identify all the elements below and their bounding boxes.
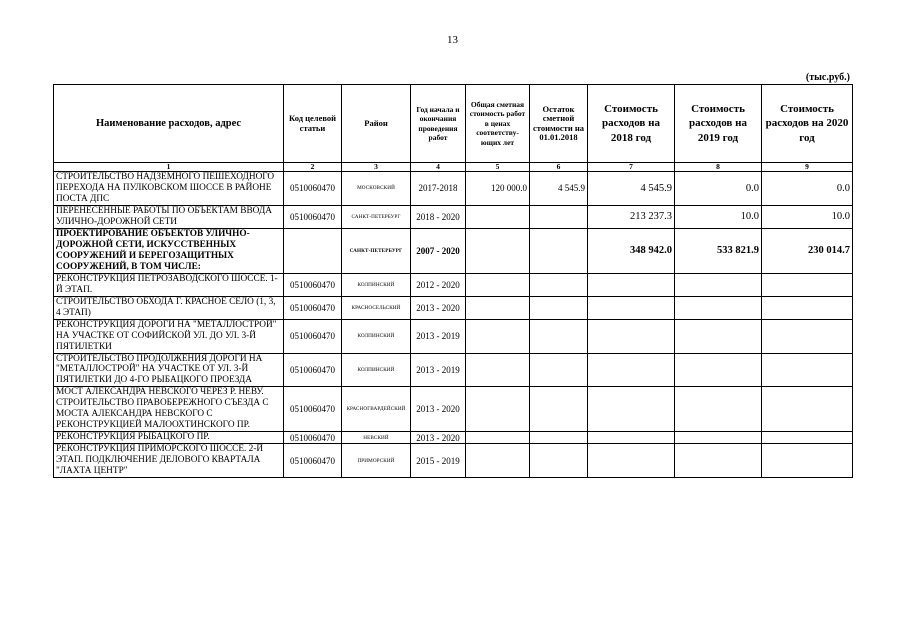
row-total-cost	[466, 228, 530, 273]
column-number: 3	[342, 163, 411, 172]
row-remainder: 4 545.9	[530, 172, 588, 206]
row-code: 0510060470	[284, 432, 342, 444]
table-row	[54, 273, 853, 296]
column-number: 8	[675, 163, 762, 172]
row-cost-2018	[588, 387, 675, 432]
row-remainder	[530, 353, 588, 387]
column-number: 4	[411, 163, 466, 172]
header-district: Район	[342, 85, 411, 163]
row-total-cost	[466, 205, 530, 228]
row-cost-2020	[762, 273, 853, 296]
row-cost-2020	[762, 432, 853, 444]
row-cost-2020	[762, 444, 853, 478]
row-name: ПРОЕКТИРОВАНИЕ ОБЪЕКТОВ УЛИЧНО-ДОРОЖНОЙ СЕТИ, ИСКУССТВЕННЫХ СООРУЖЕНИЙ И БЕРЕГОЗАЩИТНЫХ СООРУЖЕНИЙ, В ТОМ ЧИСЛЕ:	[54, 228, 284, 273]
row-cost-2019: 10.0	[675, 205, 762, 228]
header-name: Наименование расходов, адрес	[54, 85, 284, 163]
row-name: ПЕРЕНЕСЕННЫЕ РАБОТЫ ПО ОБЪЕКТАМ ВВОДА УЛИЧНО-ДОРОЖНОЙ СЕТИ	[54, 205, 284, 228]
row-years: 2013 - 2019	[411, 353, 466, 387]
row-cost-2019	[675, 353, 762, 387]
row-years: 2013 - 2019	[411, 319, 466, 353]
row-district: МОСКОВСКИЙ	[342, 172, 411, 206]
header-years: Год начала и окончания проведения работ	[411, 85, 466, 163]
row-cost-2018: 348 942.0	[588, 228, 675, 273]
row-name: РЕКОНСТРУКЦИЯ РЫБАЦКОГО ПР.	[54, 432, 284, 444]
row-district: САНКТ-ПЕТЕРБУРГ	[342, 205, 411, 228]
row-district: КОЛПИНСКИЙ	[342, 273, 411, 296]
row-name: РЕКОНСТРУКЦИЯ ДОРОГИ НА "МЕТАЛЛОСТРОЙ" НА УЧАСТКЕ ОТ СОФИЙСКОЙ УЛ. ДО УЛ. 3-Й ПЯТИЛЕТКИ	[54, 319, 284, 353]
row-cost-2018	[588, 353, 675, 387]
row-cost-2018	[588, 319, 675, 353]
page-number: 13	[447, 34, 458, 46]
row-cost-2019	[675, 444, 762, 478]
row-name: СТРОИТЕЛЬСТВО ПРОДОЛЖЕНИЯ ДОРОГИ НА "МЕТАЛЛОСТРОЙ" НА УЧАСТКЕ ОТ УЛ. 3-Й ПЯТИЛЕТКИ ДО 4-ГО РЫБАЦКОГО ПРОЕЗДА	[54, 353, 284, 387]
row-total-cost	[466, 444, 530, 478]
row-cost-2019: 0.0	[675, 172, 762, 206]
row-name: РЕКОНСТРУКЦИЯ ПЕТРОЗАВОДСКОГО ШОССЕ. 1-Й ЭТАП.	[54, 273, 284, 296]
row-district: НЕВСКИЙ	[342, 432, 411, 444]
row-cost-2020	[762, 353, 853, 387]
column-number: 5	[466, 163, 530, 172]
row-remainder	[530, 432, 588, 444]
row-years: 2018 - 2020	[411, 205, 466, 228]
row-years: 2012 - 2020	[411, 273, 466, 296]
column-number: 2	[284, 163, 342, 172]
row-remainder	[530, 387, 588, 432]
column-number: 6	[530, 163, 588, 172]
row-cost-2018	[588, 444, 675, 478]
table-row	[54, 353, 853, 387]
row-code: 0510060470	[284, 387, 342, 432]
row-district: КРАСНОГВАРДЕЙСКИЙ	[342, 387, 411, 432]
row-code: 0510060470	[284, 353, 342, 387]
row-code: 0510060470	[284, 296, 342, 319]
row-cost-2019	[675, 432, 762, 444]
column-number: 7	[588, 163, 675, 172]
row-total-cost: 120 000.0	[466, 172, 530, 206]
row-cost-2020: 230 014.7	[762, 228, 853, 273]
row-code	[284, 228, 342, 273]
row-total-cost	[466, 387, 530, 432]
row-code: 0510060470	[284, 205, 342, 228]
row-cost-2019	[675, 296, 762, 319]
row-remainder	[530, 296, 588, 319]
row-cost-2020	[762, 296, 853, 319]
row-cost-2020: 10.0	[762, 205, 853, 228]
units-label: (тыс.руб.)	[805, 72, 850, 83]
row-years: 2013 - 2020	[411, 296, 466, 319]
row-code: 0510060470	[284, 172, 342, 206]
row-name: СТРОИТЕЛЬСТВО НАДЗЕМНОГО ПЕШЕХОДНОГО ПЕРЕХОДА НА ПУЛКОВСКОМ ШОССЕ В РАЙОНЕ ПОСТА ДПС	[54, 172, 284, 206]
row-district: КОЛПИНСКИЙ	[342, 353, 411, 387]
row-years: 2007 - 2020	[411, 228, 466, 273]
row-cost-2018: 213 237.3	[588, 205, 675, 228]
row-total-cost	[466, 432, 530, 444]
row-cost-2020	[762, 387, 853, 432]
row-remainder	[530, 444, 588, 478]
row-remainder	[530, 319, 588, 353]
row-code: 0510060470	[284, 444, 342, 478]
table-row	[54, 172, 853, 206]
row-cost-2018	[588, 296, 675, 319]
column-number-row	[54, 163, 853, 172]
row-years: 2017-2018	[411, 172, 466, 206]
row-cost-2020: 0.0	[762, 172, 853, 206]
row-remainder	[530, 273, 588, 296]
header-code: Код целевой статьи	[284, 85, 342, 163]
row-district: САНКТ-ПЕТЕРБУРГ	[342, 228, 411, 273]
row-remainder	[530, 228, 588, 273]
header-cost-2020: Стоимость расходов на 2020 год	[762, 85, 853, 163]
column-number: 9	[762, 163, 853, 172]
column-number: 1	[54, 163, 284, 172]
table-row	[54, 444, 853, 478]
row-total-cost	[466, 296, 530, 319]
row-years: 2013 - 2020	[411, 432, 466, 444]
row-code: 0510060470	[284, 319, 342, 353]
header-row	[54, 85, 853, 163]
row-district: КОЛПИНСКИЙ	[342, 319, 411, 353]
row-cost-2019	[675, 273, 762, 296]
row-total-cost	[466, 353, 530, 387]
header-total-cost: Общая сметная стоимость работ в ценах соответству-ющих лет	[466, 85, 530, 163]
row-cost-2019: 533 821.9	[675, 228, 762, 273]
table-row	[54, 205, 853, 228]
row-years: 2015 - 2019	[411, 444, 466, 478]
row-cost-2018	[588, 273, 675, 296]
row-cost-2019	[675, 387, 762, 432]
row-code: 0510060470	[284, 273, 342, 296]
header-cost-2018: Стоимость расходов на 2018 год	[588, 85, 675, 163]
row-district: ПРИМОРСКИЙ	[342, 444, 411, 478]
table-row	[54, 319, 853, 353]
row-remainder	[530, 205, 588, 228]
row-total-cost	[466, 273, 530, 296]
row-cost-2018	[588, 432, 675, 444]
row-total-cost	[466, 319, 530, 353]
table-row	[54, 228, 853, 273]
row-cost-2019	[675, 319, 762, 353]
row-name: МОСТ АЛЕКСАНДРА НЕВСКОГО ЧЕРЕЗ Р. НЕВУ. СТРОИТЕЛЬСТВО ПРАВОБЕРЕЖНОГО СЪЕЗДА С МОСТА АЛЕКСАНДРА НЕВСКОГО С РЕКОНСТРУКЦИЕЙ МАЛООХТИНСКОГО ПР.	[54, 387, 284, 432]
header-remainder: Остаток сметной стоимости на 01.01.2018	[530, 85, 588, 163]
expenses-table	[53, 84, 853, 478]
row-cost-2020	[762, 319, 853, 353]
table-row	[54, 296, 853, 319]
table-row	[54, 387, 853, 432]
header-cost-2019: Стоимость расходов на 2019 год	[675, 85, 762, 163]
table-row	[54, 432, 853, 444]
row-years: 2013 - 2020	[411, 387, 466, 432]
row-cost-2018: 4 545.9	[588, 172, 675, 206]
row-name: РЕКОНСТРУКЦИЯ ПРИМОРСКОГО ШОССЕ. 2-Й ЭТАП. ПОДКЛЮЧЕНИЕ ДЕЛОВОГО КВАРТАЛА "ЛАХТА ЦЕНТР"	[54, 444, 284, 478]
row-name: СТРОИТЕЛЬСТВО ОБХОДА Г. КРАСНОЕ СЕЛО (1, 3, 4 ЭТАП)	[54, 296, 284, 319]
row-district: КРАСНОСЕЛЬСКИЙ	[342, 296, 411, 319]
